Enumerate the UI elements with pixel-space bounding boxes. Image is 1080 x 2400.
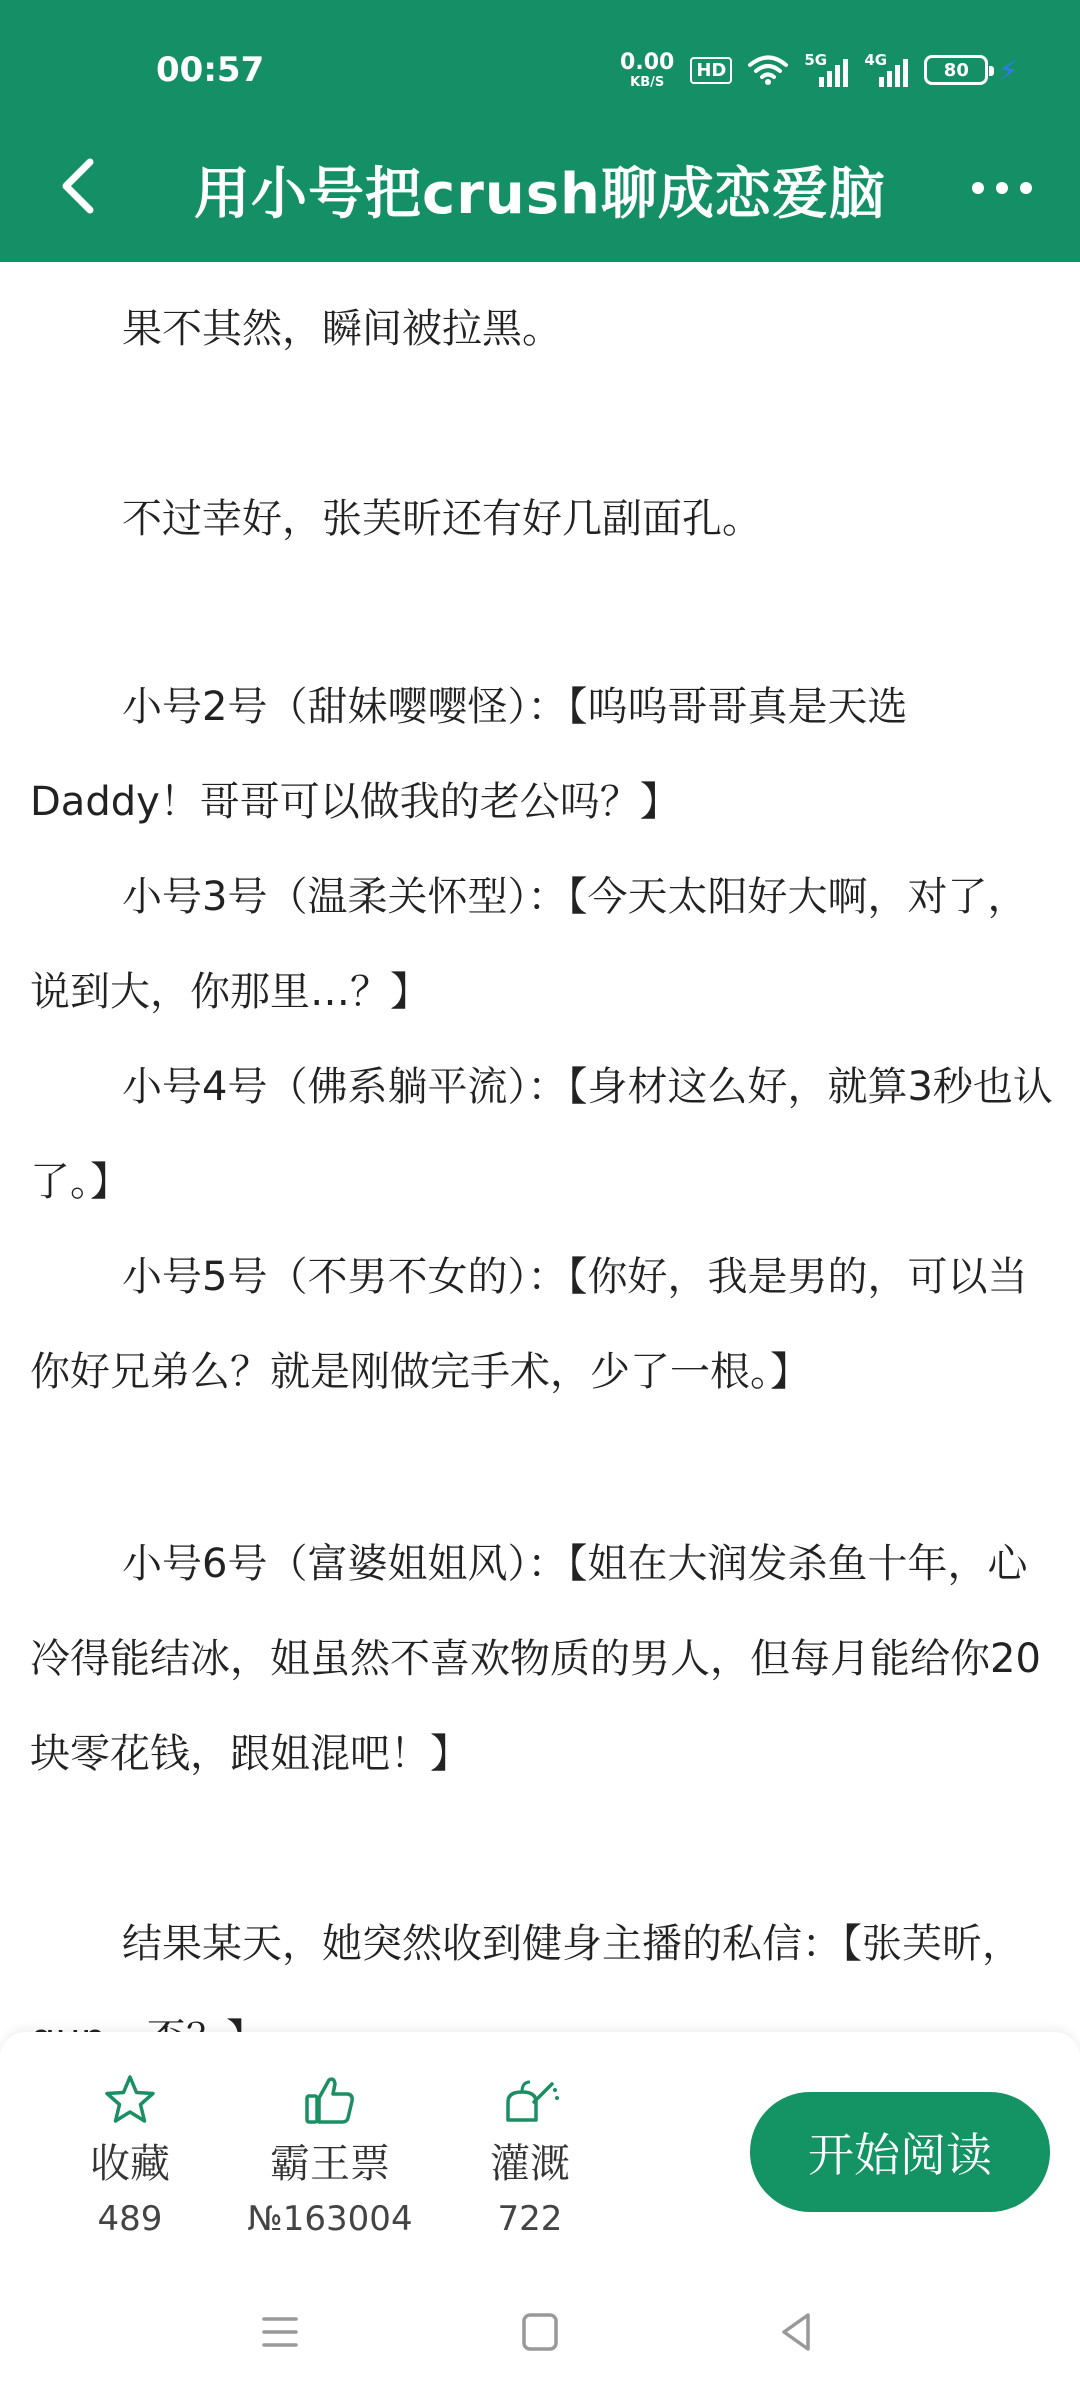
back-nav-button[interactable]	[766, 2307, 826, 2357]
network-speed	[620, 49, 675, 90]
page-title: 用小号把crush聊成恋爱脑	[194, 162, 886, 227]
star-icon	[103, 2074, 157, 2126]
battery-level: 80	[943, 59, 969, 81]
signal-4g-icon	[864, 53, 908, 87]
app-bar	[0, 0, 1080, 262]
signal-5g-label: 5G	[804, 51, 828, 69]
system-nav-bar	[0, 2262, 1080, 2400]
more-dot	[996, 182, 1008, 194]
water-count: 722	[497, 2199, 563, 2239]
status-time: 00:57	[156, 50, 265, 90]
signal-5g-icon	[804, 53, 848, 87]
favorite-count: 489	[97, 2199, 163, 2239]
recent-apps-button[interactable]	[250, 2307, 310, 2357]
water-label: 灌溉	[490, 2141, 570, 2187]
paragraph: 果不其然，瞬间被拉黑。	[122, 306, 562, 352]
vote-label: 霸王票	[270, 2141, 390, 2187]
wifi-icon	[748, 54, 788, 86]
favorite-label: 收藏	[90, 2141, 170, 2187]
battery-icon	[924, 55, 988, 85]
status-icons	[620, 48, 1018, 92]
home-button[interactable]	[510, 2307, 570, 2357]
paragraph: 小号5号（不男不女的）：【你好，我是男的，可以当你好兄弟么？就是刚做完手术，少了一根。】	[30, 1254, 1028, 1395]
vote-count: №163004	[247, 2199, 413, 2239]
more-dot	[1020, 182, 1032, 194]
chevron-left-icon	[44, 148, 116, 228]
paragraph: 小号6号（富婆姐姐风）：【姐在大润发杀鱼十年，心冷得能结冰，姐虽然不喜欢物质的男人，但每月能给你20块零花钱，跟姐混吧！】	[30, 1541, 1041, 1777]
paragraph: 小号4号（佛系躺平流）：【身材这么好，就算3秒也认了。】	[30, 1064, 1053, 1205]
net-speed-value: 0.00	[620, 49, 675, 75]
signal-4g-label: 4G	[864, 51, 888, 69]
more-button[interactable]	[972, 168, 1032, 208]
more-dot	[972, 182, 984, 194]
bottom-action-bar	[0, 2032, 1080, 2262]
paragraph: 小号2号（甜妹嘤嘤怪）：【呜呜哥哥真是天选Daddy！哥哥可以做我的老公吗？】	[30, 684, 908, 825]
watering-can-icon	[500, 2074, 560, 2126]
square-icon	[510, 2307, 570, 2357]
hd-badge: HD	[690, 57, 732, 84]
paragraph: 结果某天，她突然收到健身主播的私信：【张芙昕，	[122, 1921, 1022, 1967]
paragraph: 小号3号（温柔关怀型）：【今天太阳好大啊，对了，说到大，你那里…？】	[30, 874, 1028, 1015]
start-reading-button[interactable]: 开始阅读	[750, 2092, 1050, 2212]
triangle-back-icon	[766, 2307, 826, 2357]
menu-icon	[250, 2307, 310, 2357]
thumbs-up-icon	[303, 2074, 357, 2126]
vote-button[interactable]	[230, 2072, 430, 2239]
favorite-button[interactable]	[30, 2072, 230, 2239]
chapter-text[interactable]	[0, 262, 1080, 2032]
water-button[interactable]	[430, 2072, 630, 2239]
back-button[interactable]	[44, 148, 116, 228]
paragraph: 不过幸好，张芙昕还有好几副面孔。	[122, 496, 762, 542]
charging-icon: ⚡	[998, 53, 1018, 87]
net-speed-unit: KB/S	[630, 74, 665, 90]
